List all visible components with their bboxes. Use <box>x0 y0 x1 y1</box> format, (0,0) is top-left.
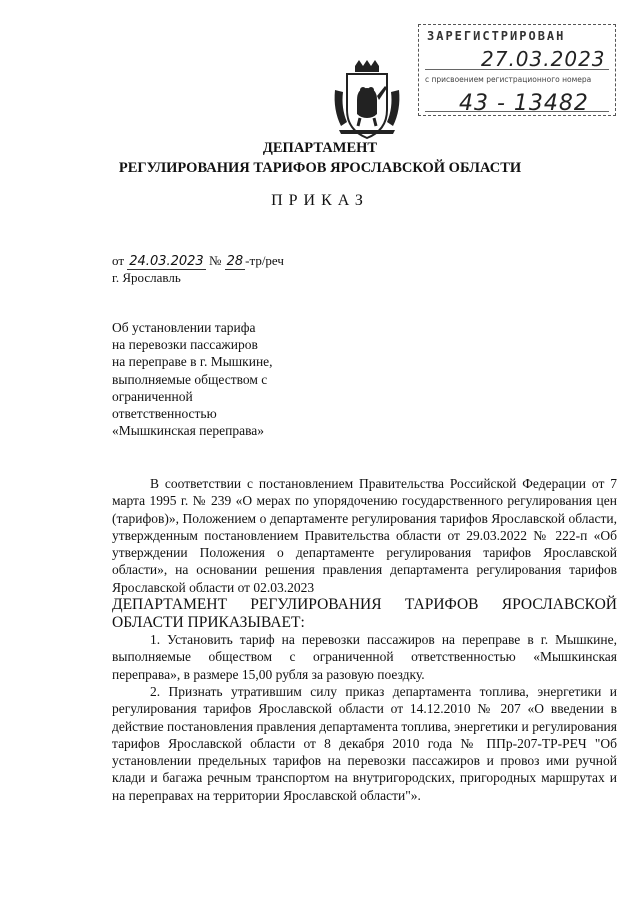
subject-line: выполняемые обществом с <box>112 371 268 387</box>
number-suffix: -тр/реч <box>245 253 284 268</box>
item-1-paragraph: 1. Установить тариф на перевозки пассажиров на переправе в г. Мышкине, выполняемые обществом с ограниченной ответственностью «Мышкинская переправа», в размере 15,00 рубля за разовую поездку. <box>112 632 617 682</box>
subject-line: на переправе в г. Мышкине, <box>112 354 273 370</box>
subject-line: «Мышкинская переправа» <box>112 423 265 439</box>
stamp-divider <box>425 69 609 70</box>
number-prefix: № <box>208 253 222 268</box>
stamp-note: с присвоением регистрационного номера <box>425 75 592 84</box>
from-prefix: от <box>112 253 125 268</box>
department-title: ДЕПАРТАМЕНТ <box>262 140 378 156</box>
order-subject <box>112 319 322 439</box>
order-city: г. Ярославль <box>112 270 181 285</box>
document-type: ПРИКАЗ <box>271 192 369 209</box>
order-body <box>112 475 617 804</box>
preamble-paragraph: В соответствии с постановлением Правительства Российской Федерации от 7 марта 1995 г. № 239 «О мерах по упорядочению государственного регулирования цен (тарифов)», Положением о департаменте регулирования тарифов Ярославской области, утвержденным постановлением Правительства области от 29.03.2022 № 222-п «Об утверждении Положения о департаменте регулирования тарифов Ярославской области», на основании решения правления департамента регулирования тарифов Ярославской области от 02.03.2023 <box>112 476 617 595</box>
order-date: 24.03.2023 <box>129 254 204 269</box>
stamp-divider <box>425 111 609 112</box>
stamp-date: 27.03.2023 <box>481 47 606 71</box>
subject-line: на перевозки пассажиров <box>112 337 258 353</box>
coat-of-arms-icon <box>331 60 403 144</box>
subject-line: Об установлении тарифа <box>112 320 256 335</box>
stamp-number: 43 - 13482 <box>459 91 589 116</box>
resolution-paragraph: ДЕПАРТАМЕНТ РЕГУЛИРОВАНИЯ ТАРИФОВ ЯРОСЛАВСКОЙ ОБЛАСТИ ПРИКАЗЫВАЕТ: <box>112 596 617 631</box>
stamp-title: ЗАРЕГИСТРИРОВАН <box>427 29 566 43</box>
subject-line: ограниченной <box>112 388 193 404</box>
order-date-number <box>112 253 284 269</box>
order-number: 28 <box>226 254 244 269</box>
department-subtitle: РЕГУЛИРОВАНИЯ ТАРИФОВ ЯРОСЛАВСКОЙ ОБЛАСТИ <box>118 160 522 176</box>
registration-stamp <box>418 24 616 116</box>
subject-line: ответственностью <box>112 406 217 422</box>
item-2-paragraph: 2. Признать утратившим силу приказ департамента топлива, энергетики и регулирования тарифов Ярославской области от 14.12.2010 № 207 «О введении в действие постановления правления департамента топлива, энергетики и регулирования тарифов Ярославской области от 8 декабря 2010 года № ППр-207-ТР-РЕЧ "Об установлении предельных тарифов на перевозки пассажиров и провоз ими ручной клади и багажа речным транспортом на внутригородских, пригородных маршрутах и на переправах на территории Ярославской области"». <box>112 683 617 803</box>
